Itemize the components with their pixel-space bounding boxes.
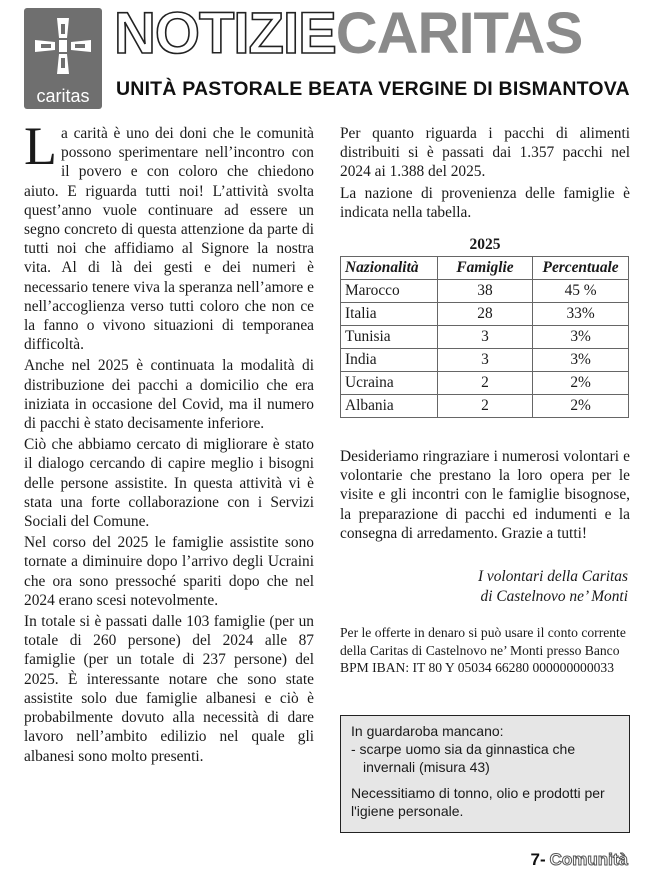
section-name: Comunità — [549, 850, 628, 869]
cell-percent: 2% — [533, 395, 629, 418]
column-header: Nazionalità — [341, 257, 438, 280]
signature-line-1: I volontari della Caritas — [477, 568, 628, 585]
page-subtitle: UNITÀ PASTORALE BEATA VERGINE DI BISMANTOVA — [116, 78, 630, 100]
cell-families: 38 — [437, 280, 532, 303]
cell-percent: 3% — [533, 326, 629, 349]
paragraph-4: Nel corso del 2025 le famiglie assistite sono tornate a diminuire dopo l’arrivo degli Ucraini che ora sono pressoché spariti dopo che nel 2024 erano scesi notevolmente. — [24, 534, 314, 609]
cell-nation: India — [341, 349, 438, 372]
right-column-intro — [340, 124, 630, 224]
masthead-title — [114, 1, 634, 66]
cell-nation: Albania — [341, 395, 438, 418]
page-footer — [530, 850, 628, 870]
cell-percent: 3% — [533, 349, 629, 372]
wardrobe-list — [351, 722, 619, 776]
cell-nation: Ucraina — [341, 372, 438, 395]
signature-line-2: di Castelnovo ne’ Monti — [480, 588, 628, 605]
thanks-text: Desideriamo ringraziare i numerosi volontari e volontarie che prestano la loro opera per le visite e gli incontri con le famiglie bisognose, la preparazione di pacchi ed indumenti e la consegna di arredamento. Grazie a tutti! — [340, 448, 630, 542]
donation-info: Per le offerte in denaro si può usare il conto corrente della Caritas di Castelnovo ne’ Monti presso Banco BPM IBAN: IT 80 Y 05034 66280 000000000033 — [340, 625, 626, 676]
table-row — [341, 303, 629, 326]
cell-nation: Italia — [341, 303, 438, 326]
logo-text: caritas — [36, 86, 90, 106]
caritas-logo — [24, 8, 102, 109]
nationality-table — [340, 256, 629, 418]
table-row — [341, 372, 629, 395]
paragraph-2: Anche nel 2025 è continuata la modalità di distribuzione dei pacchi a domicilio che era iniziata in occasione del Covid, ma il numero di pacchi è stato decisamente inferiore. — [24, 357, 314, 433]
table-header-row — [341, 257, 629, 280]
column-header: Famiglie — [437, 257, 532, 280]
left-column — [24, 116, 314, 768]
thanks-paragraph — [340, 447, 630, 545]
intro-paragraph-2: La nazione di provenienza delle famiglie è indicata nella tabella. — [340, 184, 630, 221]
table-row — [341, 280, 629, 303]
title-notizie: NOTIZIE — [114, 1, 336, 66]
cell-nation: Marocco — [341, 280, 438, 303]
paragraph-5: In totale si è passati dalle 103 famiglie (per un totale di 260 persone) del 2024 alle 87 famiglie (per un totale di 237 persone) del 2025. È interessante notare che sono state assistite solo due famiglie albanesi e ciò è probabilmente dovuto alla necessità di dare lavoro nell’ambito edilizio nel quale gli albanesi sono molto presenti. — [24, 613, 314, 765]
paragraph-3: Ciò che abbiamo cercato di migliorare è stato il dialogo cercando di capire meglio i bisogni delle persone assistite. In questa attività vi è stata una forte collaborazione con i Servizi Sociali del Comune. — [24, 436, 314, 531]
table-row — [341, 395, 629, 418]
cell-families: 3 — [437, 349, 532, 372]
notice-item: - scarpe uomo sia da ginnastica che invernali (misura 43) — [351, 741, 576, 775]
cell-families: 2 — [437, 395, 532, 418]
dropcap: L — [24, 116, 57, 176]
paragraph-1-text: a carità è uno dei doni che le comunità possono sperimentare nell’incontro con il povero e con coloro che chiedono aiuto. E riguarda tutti noi! L’attività svolta quest’anno vuole continuare ad essere un segno concreto di questa attenzione da parte di tutti noi che affidiamo al Signore la nostra vita. Al di là dei gesti e dei numeri è necessario tenere viva la speranza nell’amore e nell’accoglienza verso tutti coloro che non ce la fanno o vivono situazioni di temporanea difficoltà. — [24, 125, 314, 354]
caritas-cross-icon — [33, 16, 93, 76]
paragraph-1 — [24, 116, 314, 354]
column-header: Percentuale — [533, 257, 629, 280]
signature — [340, 567, 628, 607]
cell-percent: 2% — [533, 372, 629, 395]
notice-heading: In guardaroba mancano: — [351, 723, 504, 739]
table-row — [341, 349, 629, 372]
page-number: 7- — [530, 850, 546, 869]
notice-box — [340, 715, 630, 833]
cell-nation: Tunisia — [341, 326, 438, 349]
table-row — [341, 326, 629, 349]
table-title: 2025 — [469, 236, 501, 253]
cell-percent: 45 % — [533, 280, 629, 303]
cell-percent: 33% — [533, 303, 629, 326]
intro-paragraph-1: Per quanto riguarda i pacchi di alimenti distribuiti si è passati dai 1.357 pacchi nel 2024 ai 1.388 del 2025. — [340, 125, 630, 181]
notice-need: Necessitiamo di tonno, olio e prodotti per l'igiene personale. — [351, 785, 605, 819]
cell-families: 2 — [437, 372, 532, 395]
cell-families: 3 — [437, 326, 532, 349]
cell-families: 28 — [437, 303, 532, 326]
title-caritas: CARITAS — [335, 1, 583, 66]
